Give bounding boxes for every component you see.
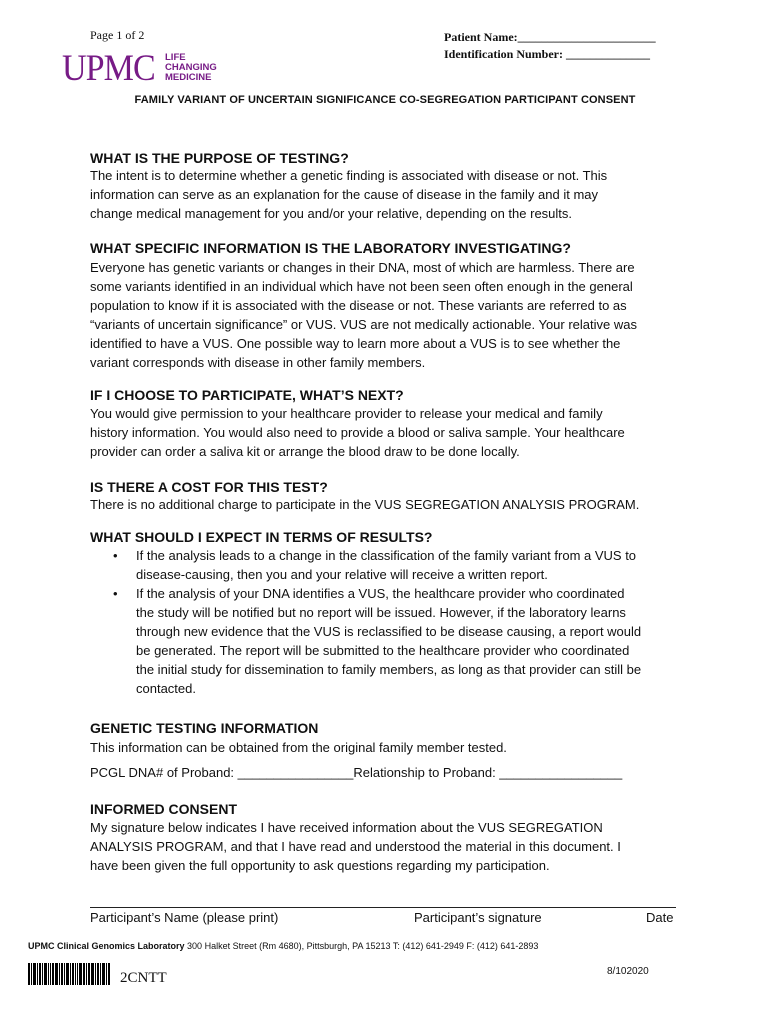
- paragraph-line: information can serve as an explanation for the cause of disease in the family and it may: [90, 187, 599, 202]
- list-item: [105, 584, 685, 698]
- upmc-logo: [62, 48, 217, 90]
- lab-address: 300 Halket Street (Rm 4680), Pittsburgh, PA 15213 T: (412) 641-2949 F: (412) 641-2893: [184, 941, 539, 951]
- paragraph-line: change medical management for you and/or your relative, depending on the results.: [90, 206, 573, 221]
- participant-signature-label: Participant’s signature: [414, 910, 542, 925]
- next-steps-paragraph: [90, 404, 690, 461]
- page-indicator: Page 1 of 2: [90, 28, 145, 42]
- list-item: [105, 546, 685, 584]
- paragraph-line: some variants identified in an individual which have not been seen often enough in the general: [90, 279, 633, 294]
- next-steps-heading: IF I CHOOSE TO PARTICIPATE, WHAT’S NEXT?: [90, 387, 404, 403]
- bullet-line: disease-causing, then you and your relative will receive a written report.: [136, 567, 548, 582]
- bullet-line: the study will be notified but no report will be issued. However, if the laboratory learns: [136, 605, 626, 620]
- logo-tagline-line-1: LIFE: [165, 52, 186, 63]
- proband-fields[interactable]: PCGL DNA# of Proband: ________________Relationship to Proband: _________________: [90, 765, 623, 780]
- bullet-line: If the analysis of your DNA identifies a VUS, the healthcare provider who coordinated: [136, 586, 625, 601]
- patient-info-block: [444, 29, 656, 63]
- paragraph-line: history information. You would also need to provide a blood or saliva sample. Your healthcare: [90, 425, 625, 440]
- signature-line[interactable]: [90, 907, 676, 908]
- consent-heading: INFORMED CONSENT: [90, 801, 237, 817]
- bullet-icon: •: [113, 586, 118, 601]
- paragraph-line: There is no additional charge to participate in the VUS SEGREGATION ANALYSIS PROGRAM.: [90, 497, 640, 512]
- bullet-icon: •: [113, 548, 118, 563]
- paragraph-line: The intent is to determine whether a genetic finding is associated with disease or not. This: [90, 168, 608, 183]
- logo-tagline: [165, 53, 217, 83]
- paragraph-line: have been given the full opportunity to ask questions regarding my participation.: [90, 858, 550, 873]
- identification-number-field[interactable]: Identification Number: ______________: [444, 47, 650, 61]
- paragraph-line: Everyone has genetic variants or changes in their DNA, most of which are harmless. There are: [90, 260, 635, 275]
- cost-paragraph: [90, 495, 690, 514]
- date-label: Date: [646, 910, 674, 925]
- results-bullet-list: [105, 546, 685, 698]
- genetic-info-heading: GENETIC TESTING INFORMATION: [90, 720, 319, 736]
- lab-footer: [28, 941, 538, 951]
- bullet-line: through new evidence that the VUS is reclassified to be disease causing, a report would: [136, 624, 642, 639]
- genetic-info-text: This information can be obtained from the original family member tested.: [90, 740, 507, 755]
- paragraph-line: ANALYSIS PROGRAM, and that I have read and understood the material in this document. I: [90, 839, 621, 854]
- logo-tagline-line-3: MEDICINE: [165, 72, 212, 83]
- results-heading: WHAT SHOULD I EXPECT IN TERMS OF RESULTS?: [90, 529, 433, 545]
- form-code: 2CNTT: [120, 970, 167, 986]
- document-title: FAMILY VARIANT OF UNCERTAIN SIGNIFICANCE CO-SEGREGATION PARTICIPANT CONSENT: [134, 94, 636, 106]
- bullet-line: If the analysis leads to a change in the classification of the family variant from a VUS to: [136, 548, 637, 563]
- purpose-paragraph: [90, 166, 690, 223]
- cost-heading: IS THERE A COST FOR THIS TEST?: [90, 479, 328, 495]
- logo-tagline-line-2: CHANGING: [165, 62, 217, 73]
- bullet-line: the initial study for dissemination to family members, as long as that provider can still be: [136, 662, 642, 677]
- bullet-line: contacted.: [136, 681, 196, 696]
- version-date: 8/102020: [607, 966, 649, 977]
- lab-name: UPMC Clinical Genomics Laboratory: [28, 941, 185, 951]
- paragraph-line: identified to have a VUS. One possible way to learn more about a VUS is to see whether the: [90, 336, 621, 351]
- participant-name-label: Participant’s Name (please print): [90, 910, 279, 925]
- barcode-icon: [28, 963, 110, 985]
- logo-wordmark: UPMC: [62, 48, 155, 89]
- investigating-paragraph: [90, 258, 690, 372]
- bullet-line: be generated. The report will be submitted to the healthcare provider who coordinated: [136, 643, 630, 658]
- purpose-heading: WHAT IS THE PURPOSE OF TESTING?: [90, 150, 349, 166]
- paragraph-line: population to know if it is associated with the disease or not. These variants are referred to as: [90, 298, 627, 313]
- investigating-heading: WHAT SPECIFIC INFORMATION IS THE LABORATORY INVESTIGATING?: [90, 240, 571, 256]
- paragraph-line: variant corresponds with disease in other family members.: [90, 355, 426, 370]
- consent-paragraph: [90, 818, 690, 875]
- paragraph-line: You would give permission to your healthcare provider to release your medical and family: [90, 406, 603, 421]
- patient-name-field[interactable]: Patient Name:_______________________: [444, 30, 656, 44]
- paragraph-line: provider can order a saliva kit or arrange the blood draw to be done locally.: [90, 444, 520, 459]
- paragraph-line: My signature below indicates I have received information about the VUS SEGREGATION: [90, 820, 603, 835]
- paragraph-line: “variants of uncertain significance” or VUS. VUS are not medically actionable. Your relative was: [90, 317, 637, 332]
